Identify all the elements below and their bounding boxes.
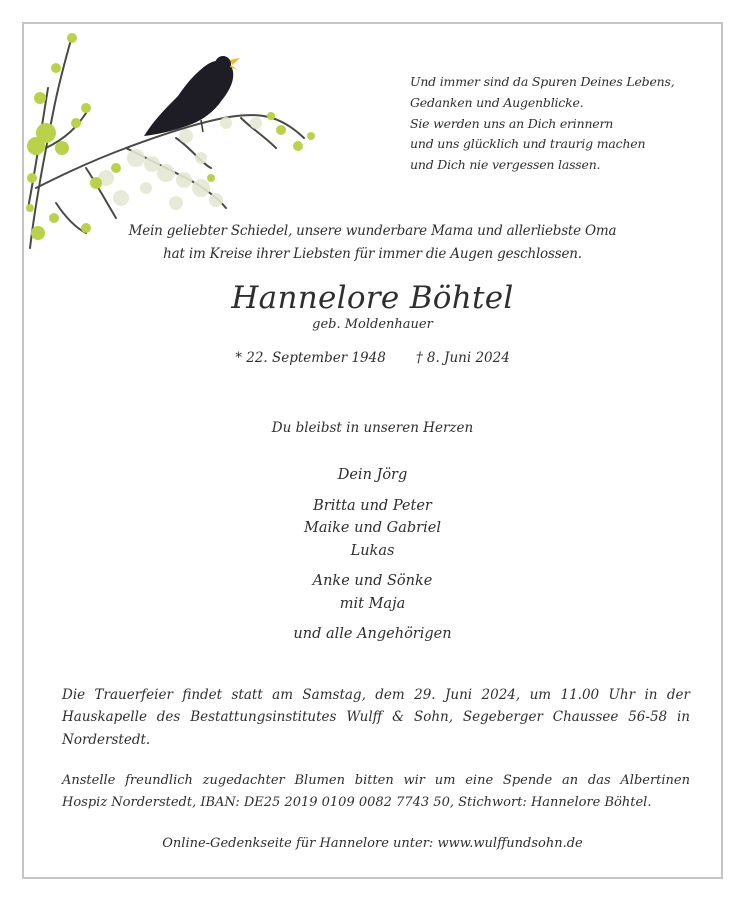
online-memorial-link: Online-Gedenkseite für Hannelore unter: www.wulffundsohn.de bbox=[162, 836, 583, 851]
mourner-group bbox=[24, 464, 721, 487]
mourner-group bbox=[24, 495, 721, 563]
deceased-name: Hannelore Böhtel bbox=[231, 280, 514, 316]
death-date: † 8. Juni 2024 bbox=[415, 350, 510, 366]
maiden-name: geb. Moldenhauer bbox=[312, 317, 433, 332]
motto: Du bleibst in unseren Herzen bbox=[271, 420, 474, 436]
mourner-line: Dein Jörg bbox=[337, 467, 408, 483]
mourner-group bbox=[24, 623, 721, 646]
mourner-line: Britta und Peter bbox=[313, 497, 432, 514]
mourner-line: mit Maja bbox=[339, 595, 406, 612]
poem-line: Sie werden uns an Dich erinnern bbox=[410, 115, 614, 131]
mourner-line: Anke und Sönke bbox=[312, 573, 433, 589]
mourners-list bbox=[24, 464, 721, 654]
life-dates bbox=[24, 348, 721, 368]
mourner-line: und alle Angehörigen bbox=[293, 626, 452, 642]
intro-line: hat im Kreise ihrer Liebsten für immer die Augen geschlossen. bbox=[163, 246, 582, 262]
mourner-line: Lukas bbox=[350, 542, 395, 559]
mourner-group bbox=[24, 570, 721, 615]
birth-date: * 22. September 1948 bbox=[235, 350, 386, 366]
obituary-card bbox=[22, 22, 723, 879]
donation-line: Anstelle freundlich zugedachter Blumen bitten wir um eine Spende an das Albertinen bbox=[62, 773, 690, 788]
poem-line: Gedanken und Augenblicke. bbox=[410, 94, 584, 110]
ceremony-line: Norderstedt. bbox=[62, 731, 151, 748]
ceremony-line: Hauskapelle des Bestattungsinstitutes Wulff & Sohn, Segeberger Chaussee 56-58 in bbox=[62, 709, 690, 726]
poem-line: Und immer sind da Spuren Deines Lebens, bbox=[410, 74, 675, 89]
intro-text bbox=[24, 220, 721, 266]
ceremony-line: Die Trauerfeier findet statt am Samstag, dem 29. Juni 2024, um 11.00 Uhr in der bbox=[62, 687, 690, 703]
poem-line: und Dich nie vergessen lassen. bbox=[410, 157, 601, 173]
intro-line: Mein geliebter Schiedel, unsere wunderbare Mama und allerliebste Oma bbox=[128, 223, 617, 239]
funeral-ceremony-notice bbox=[62, 684, 690, 751]
poem bbox=[410, 72, 674, 176]
mourner-line: Maike und Gabriel bbox=[304, 520, 441, 536]
donation-notice bbox=[62, 770, 690, 815]
donation-line: Hospiz Norderstedt, IBAN: DE25 2019 0109 0082 7743 50, Stichwort: Hannelore Böhtel. bbox=[62, 795, 652, 811]
poem-line: und uns glücklich und traurig machen bbox=[410, 136, 646, 152]
